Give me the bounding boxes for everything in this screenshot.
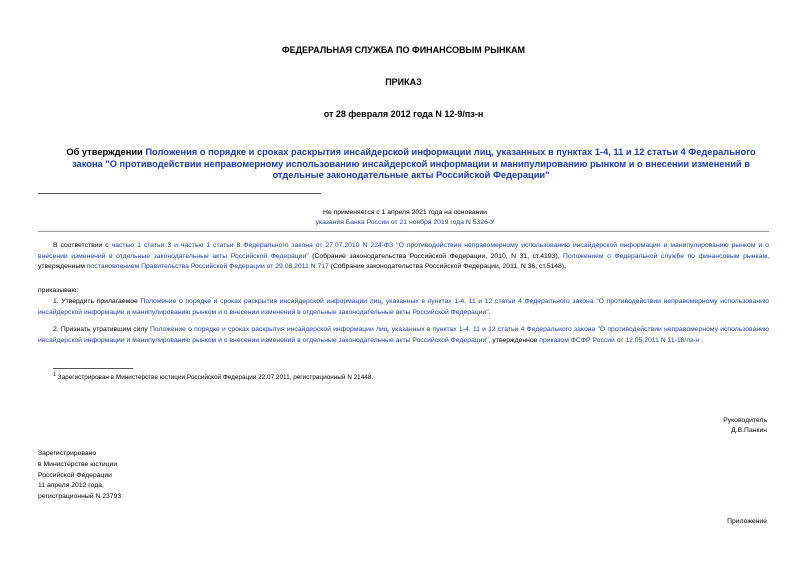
- signature-block: [723, 416, 767, 436]
- registration-line: регистрационный N 23793: [38, 493, 122, 501]
- footnote: [53, 372, 373, 381]
- item-2-text: 2. Признать утратившим силу: [53, 326, 151, 333]
- registration-block: [38, 449, 121, 503]
- item-2-end: .: [699, 336, 703, 344]
- preamble-text-2: (Собрание законодательства Российской Федерации, 2010, N 31, ст.4193),: [308, 252, 564, 260]
- item-1-link[interactable]: Положение о порядке и сроках раскрытия инсайдерской информации лиц, указанных в пунктах 1-4, 11 и 12 статьи 4 Федерального закона "О противодействии неправомерному использованию инсайдерской информации и манипулированию рынком и о внесении изменений в отдельные законодательные акты Российской Федерации": [38, 298, 769, 316]
- preamble-paragraph: [38, 241, 769, 273]
- footnote-separator: [53, 368, 133, 369]
- separator-note: [38, 231, 769, 232]
- item-1-end: .: [488, 308, 491, 316]
- footnote-text: Зарегистрирован в Министерстве юстиции Российской Федерации 22.07.2011, регистрационный N 21448.: [55, 374, 374, 382]
- registration-line: Зарегистрировано: [38, 450, 97, 457]
- signature-role: Руководитель: [723, 417, 767, 424]
- item-1-paragraph: [38, 297, 769, 318]
- registration-line: 11 апреля 2012 года,: [38, 482, 104, 490]
- government-decree-link[interactable]: постановлением Правительства Российской Федерации от 29.08.2011 N 717: [86, 263, 329, 270]
- signature-name: Д.В.Панкин: [731, 427, 767, 434]
- note-link[interactable]: указания Банка России от 21 ноября 2019 года N 5326-У: [315, 219, 495, 226]
- appendix-label: Приложение: [727, 518, 767, 525]
- order-word: приказываю:: [38, 287, 79, 294]
- preamble-text-4: (Собрание законодательства Российской Федерации, 2011, N 36, ст.5148),: [328, 263, 566, 270]
- footnote-mark: 1: [53, 372, 56, 378]
- document-title: [55, 147, 767, 182]
- item-2-link[interactable]: Положение о порядке и сроках раскрытия инсайдерской информации лиц, указанных в пунктах 1-4, 11 и 12 статьи 4 Федерального закона "О противодействии неправомерному использованию инсайдерской информации и манипулированию рынком и о внесении изменений в отдельные законодательные акты Российской Федерации": [38, 326, 770, 344]
- preamble-text-3: , утвержденным: [38, 252, 770, 270]
- fsfr-regulation-link[interactable]: Положением о Федеральной службе по финансовым рынкам: [563, 252, 768, 260]
- document-type: ПРИКАЗ: [385, 77, 422, 87]
- title-prefix: Об утверждении: [66, 147, 146, 157]
- item-1-text: 1. Утвердить прилагаемое: [53, 298, 141, 305]
- agency-heading: ФЕДЕРАЛЬНАЯ СЛУЖБА ПО ФИНАНСОВЫМ РЫНКАМ: [281, 45, 526, 55]
- registration-line: Российской Федерации: [38, 471, 112, 479]
- document-date-number: от 28 февраля 2012 года N 12-9/пз-н: [323, 109, 484, 119]
- title-link[interactable]: Положения о порядке и сроках раскрытия инсайдерской информации лиц, указанных в пунктах 1-4, 11 и 12 статьи 4 Федерального закона "О противодействии неправомерному использованию инсайдерской информации и манипулированию рынком и о внесении изменений в отдельные законодательные акты Российской Федерации": [72, 147, 756, 180]
- registration-line: в Министерстве юстиции: [38, 460, 118, 468]
- applicability-note: [300, 208, 510, 228]
- fsfr-order-link[interactable]: приказом ФСФР России от 12.05.2011 N 11-18/пз-н: [539, 336, 700, 344]
- note-text: Не применяется с 1 апреля 2021 года на основании: [323, 209, 487, 216]
- law-224-link[interactable]: частью 1 статьи 3 и частью 1 статьи 8 Федерального закона от 27.07.2010 N 224-ФЗ "О противодействии неправомерному использованию инсайдерской информации и манипулированию рынком и о внесении изменений в отдельные законодательные акты Российской Федерации": [38, 242, 770, 260]
- item-2-text-2: , утвержденное: [488, 336, 540, 344]
- preamble-text-1: В соответствии с: [53, 242, 112, 249]
- item-2-paragraph: [38, 325, 769, 346]
- separator-top: [38, 193, 321, 194]
